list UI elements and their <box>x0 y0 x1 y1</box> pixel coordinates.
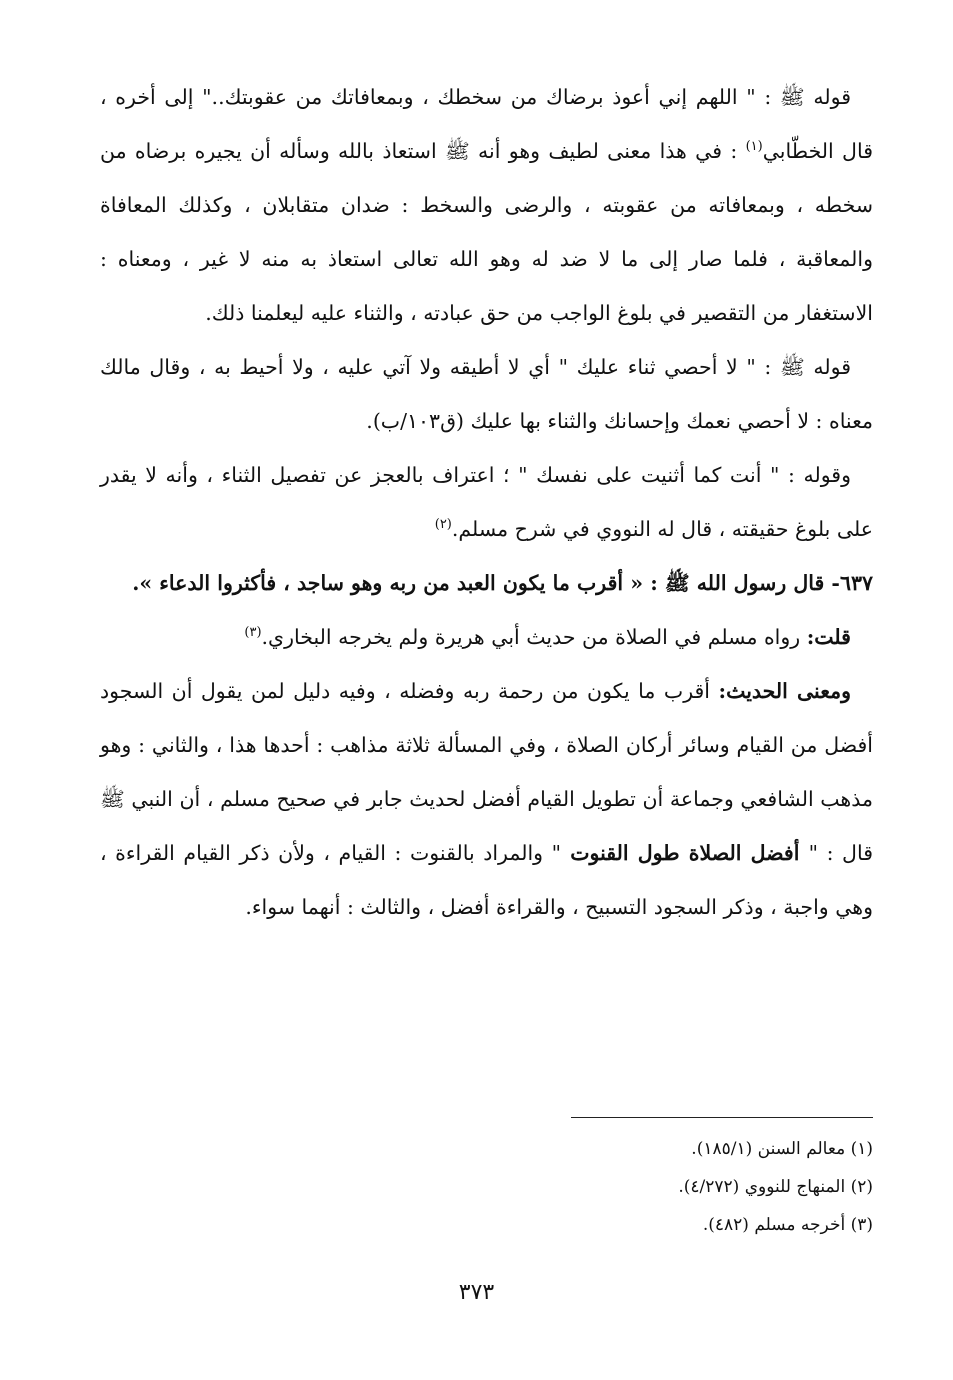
footnote-divider <box>571 1117 873 1118</box>
paragraph-2 <box>100 340 873 448</box>
footnote-3: (٣) أخرجه مسلم (٤٨٢). <box>702 1215 873 1235</box>
paragraph-5-text-a: أقرب ما يكون من رحمة ربه وفضله ، وفيه دليل لمن يقول أن السجود أفضل من القيام وسائر أركان الصلاة ، وفي المسألة ثلاثة مذاهب : أحدها هذا ، والثاني : وهو مذهب الشافعي وجماعة أن تطويل القيام أفضل لحديث جابر في صحيح مسلم ، أن النبي ﷺ قال : " <box>100 679 873 865</box>
paragraph-1 <box>100 70 873 340</box>
paragraph-2-text: قوله ﷺ : " لا أحصي ثناء عليك " أي لا أطيقه ولا آتي عليه ، ولا أحيط به ، وقال مالك معناه : لا أحصي نعمك وإحسانك والثناء بها عليك (ق١٠٣/ب). <box>100 355 873 433</box>
paragraph-5 <box>100 664 873 934</box>
paragraph-4 <box>100 610 873 664</box>
footnote-1: (١) معالم السنن (١٨٥/١). <box>691 1139 873 1159</box>
footnote-ref-1: (١) <box>745 139 763 155</box>
page-number: ٣٧٣ <box>458 1280 495 1305</box>
paragraph-1-part-b: : في هذا معنى لطيف وهو أنه ﷺ استعاذ بالله وسأله أن يجيره برضاه من سخطه ، وبمعافاته من عقوبته ، والرضى والسخط : ضدان متقابلان ، وكذلك المعافاة والمعاقبة ، فلما صار إلى ما لا ضد له وهو الله تعالى استعاذ به منه لا غير ، ومعناه : الاستغفار من التقصير في بلوغ الواجب من حق عبادته ، والثناء عليه ليعلمنا ذلك. <box>100 139 873 325</box>
main-text <box>100 70 873 934</box>
paragraph-5-label: ومعنى الحديث: <box>718 679 851 703</box>
paragraph-1-part-a: قوله ﷺ : " اللهم إني أعوذ برضاك من سخطك ، وبمعافاتك من عقوبتك.." إلى أخره ، قال الخطّابي <box>100 85 873 163</box>
footnote-ref-3: (٣) <box>244 625 262 641</box>
paragraph-3-text: وقوله : " أنت كما أثنيت على نفسك " ؛ اعتراف بالعجز عن تفصيل الثناء ، وأنه لا يقدر على بلوغ حقيقته ، قال له النووي في شرح مسلم. <box>100 463 873 541</box>
paragraph-3 <box>100 448 873 556</box>
paragraph-4-text: رواه مسلم في الصلاة من حديث أبي هريرة ولم يخرجه البخاري. <box>261 625 807 649</box>
footnotes <box>373 1130 873 1244</box>
paragraph-5-text-b: " والمراد بالقنوت : القيام ، ولأن ذكر القيام القراءة ، وهي واجبة ، وذكر السجود التسبيح ، والقراءة أفضل ، والثالث : أنهما سواء. <box>100 841 873 919</box>
paragraph-5-quote: أفضل الصلاة طول القنوت <box>561 841 809 865</box>
hadith-heading: ٦٣٧- قال رسول الله ﷺ : « أقرب ما يكون العبد من ربه وهو ساجد ، فأكثروا الدعاء ». <box>132 571 873 595</box>
footnote-2: (٢) المنهاج للنووي (٤/٢٧٢). <box>678 1177 873 1197</box>
footnote-ref-2: (٢) <box>434 517 452 533</box>
paragraph-4-label: قلت: <box>806 625 851 649</box>
